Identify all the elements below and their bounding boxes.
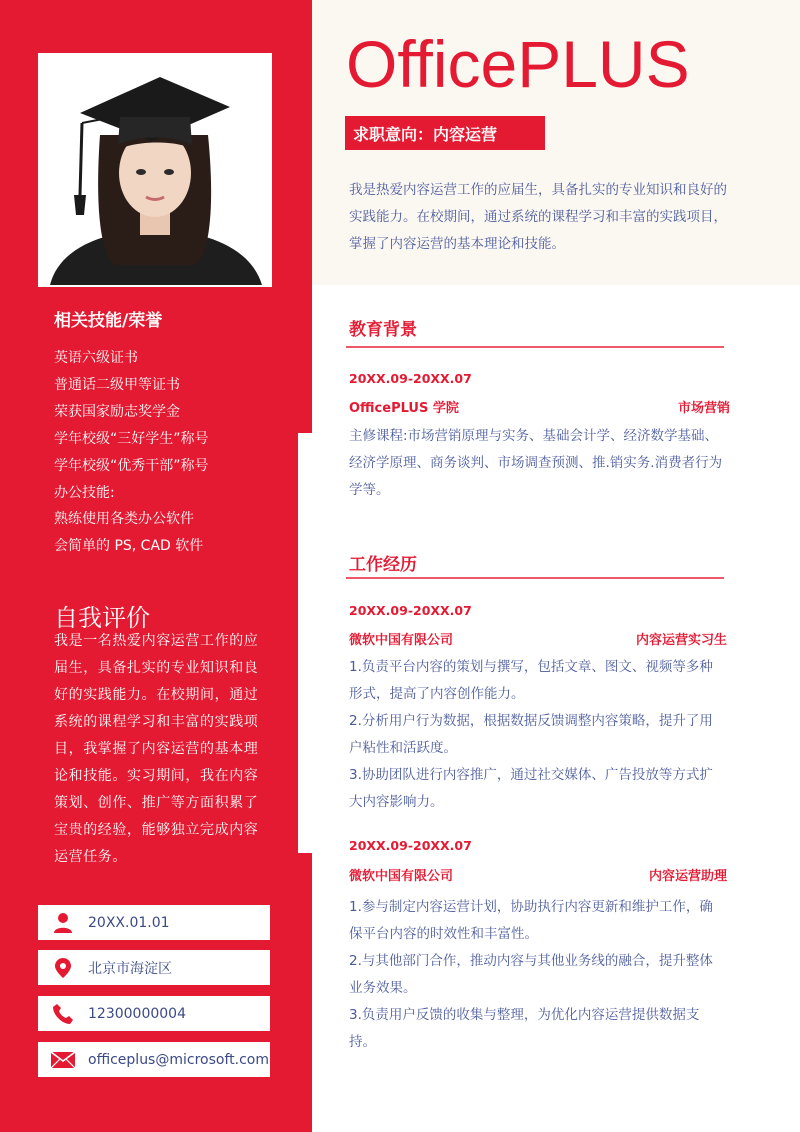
- job-company: 微软中国有限公司: [349, 633, 454, 648]
- contact-email: [38, 1042, 270, 1077]
- job-intent-badge: 求职意向：内容运营: [345, 116, 545, 150]
- job-duty: 1.负责平台内容的策划与撰写，包括文章、图文、视频等多种形式，提高了内容创作能力。: [349, 659, 713, 702]
- profile-photo: [40, 55, 270, 285]
- education-courses: 主修课程:市场营销原理与实务、基础会计学、经济数学基础、经济学原理、商务谈判、市场调查预测、推.销实务.消费者行为学等。: [349, 428, 723, 498]
- work-divider: [346, 577, 724, 579]
- skills-list: [54, 345, 209, 560]
- skill-item: 荣获国家励志奖学金: [54, 403, 180, 420]
- education-divider: [346, 346, 724, 348]
- job-date: 20XX.09-20XX.07: [349, 603, 472, 618]
- person-icon: [38, 912, 88, 934]
- skill-item: 学年校级“三好学生”称号: [54, 430, 209, 447]
- email-icon: [38, 1052, 88, 1068]
- job-company: 微软中国有限公司: [349, 869, 454, 884]
- education-school: OfficePLUS 学院: [349, 401, 459, 416]
- skill-item: 学年校级“优秀干部”称号: [54, 457, 209, 474]
- job-duties: [349, 654, 724, 816]
- phone-icon: [38, 1003, 88, 1025]
- job-role: 内容运营实习生: [636, 633, 728, 648]
- job-date: 20XX.09-20XX.07: [349, 838, 472, 853]
- education-date: 20XX.09-20XX.07: [349, 371, 472, 386]
- job-duties: [349, 894, 724, 1056]
- job-duty: 3.协助团队进行内容推广，通过社交媒体、广告投放等方式扩大内容影响力。: [349, 767, 713, 810]
- contact-value: 北京市海淀区: [88, 960, 172, 977]
- contact-value: 12300000004: [88, 1005, 186, 1022]
- contact-value: 20XX.01.01: [88, 914, 170, 931]
- education-title: 教育背景: [349, 320, 417, 340]
- skill-item: 会简单的 PS, CAD 软件: [54, 538, 204, 555]
- contact-value: officeplus@microsoft.com: [88, 1051, 269, 1068]
- skill-item: 熟练使用各类办公软件: [54, 511, 194, 528]
- skill-item: 办公技能:: [54, 484, 115, 501]
- sidebar-background-bottom: [0, 853, 312, 1132]
- job-duty: 2.分析用户行为数据，根据数据反馈调整内容策略，提升了用户粘性和活跃度。: [349, 713, 713, 756]
- skill-item: 英语六级证书: [54, 350, 138, 366]
- job-duty: 1.参与制定内容运营计划，协助执行内容更新和维护工作，确保平台内容的时效性和丰富性。: [349, 899, 713, 942]
- skills-title: 相关技能/荣誉: [54, 311, 163, 331]
- work-title: 工作经历: [349, 555, 417, 575]
- self-eval-text: 我是一名热爱内容运营工作的应届生，具备扎实的专业知识和良好的实践能力。在校期间，通过系统的课程学习和丰富的实践项目，我掌握了内容运营的基本理论和技能。实习期间，我在内容策划、创作、推广等方面积累了宝贵的经验，能够独立完成内容运营任务。: [54, 633, 259, 865]
- self-eval-title: 自我评价: [54, 604, 150, 632]
- education-major: 市场营销: [678, 401, 731, 416]
- job-role: 内容运营助理: [649, 869, 728, 884]
- brand-logo-text: OfficePLUS: [346, 27, 690, 101]
- summary-text: 我是热爱内容运营工作的应届生，具备扎实的专业知识和良好的实践能力。在校期间，通过系统的课程学习和丰富的实践项目，掌握了内容运营的基本理论和技能。: [349, 182, 727, 252]
- job-duty: 2.与其他部门合作，推动内容与其他业务线的融合，提升整体业务效果。: [349, 953, 713, 996]
- job-duty: 3.负责用户反馈的收集与整理，为优化内容运营提供数据支持。: [349, 1007, 700, 1050]
- contact-birthdate: [38, 905, 270, 940]
- location-pin-icon: [38, 957, 88, 979]
- contact-phone: [38, 996, 270, 1031]
- contact-location: [38, 950, 270, 985]
- skill-item: 普通话二级甲等证书: [54, 376, 180, 393]
